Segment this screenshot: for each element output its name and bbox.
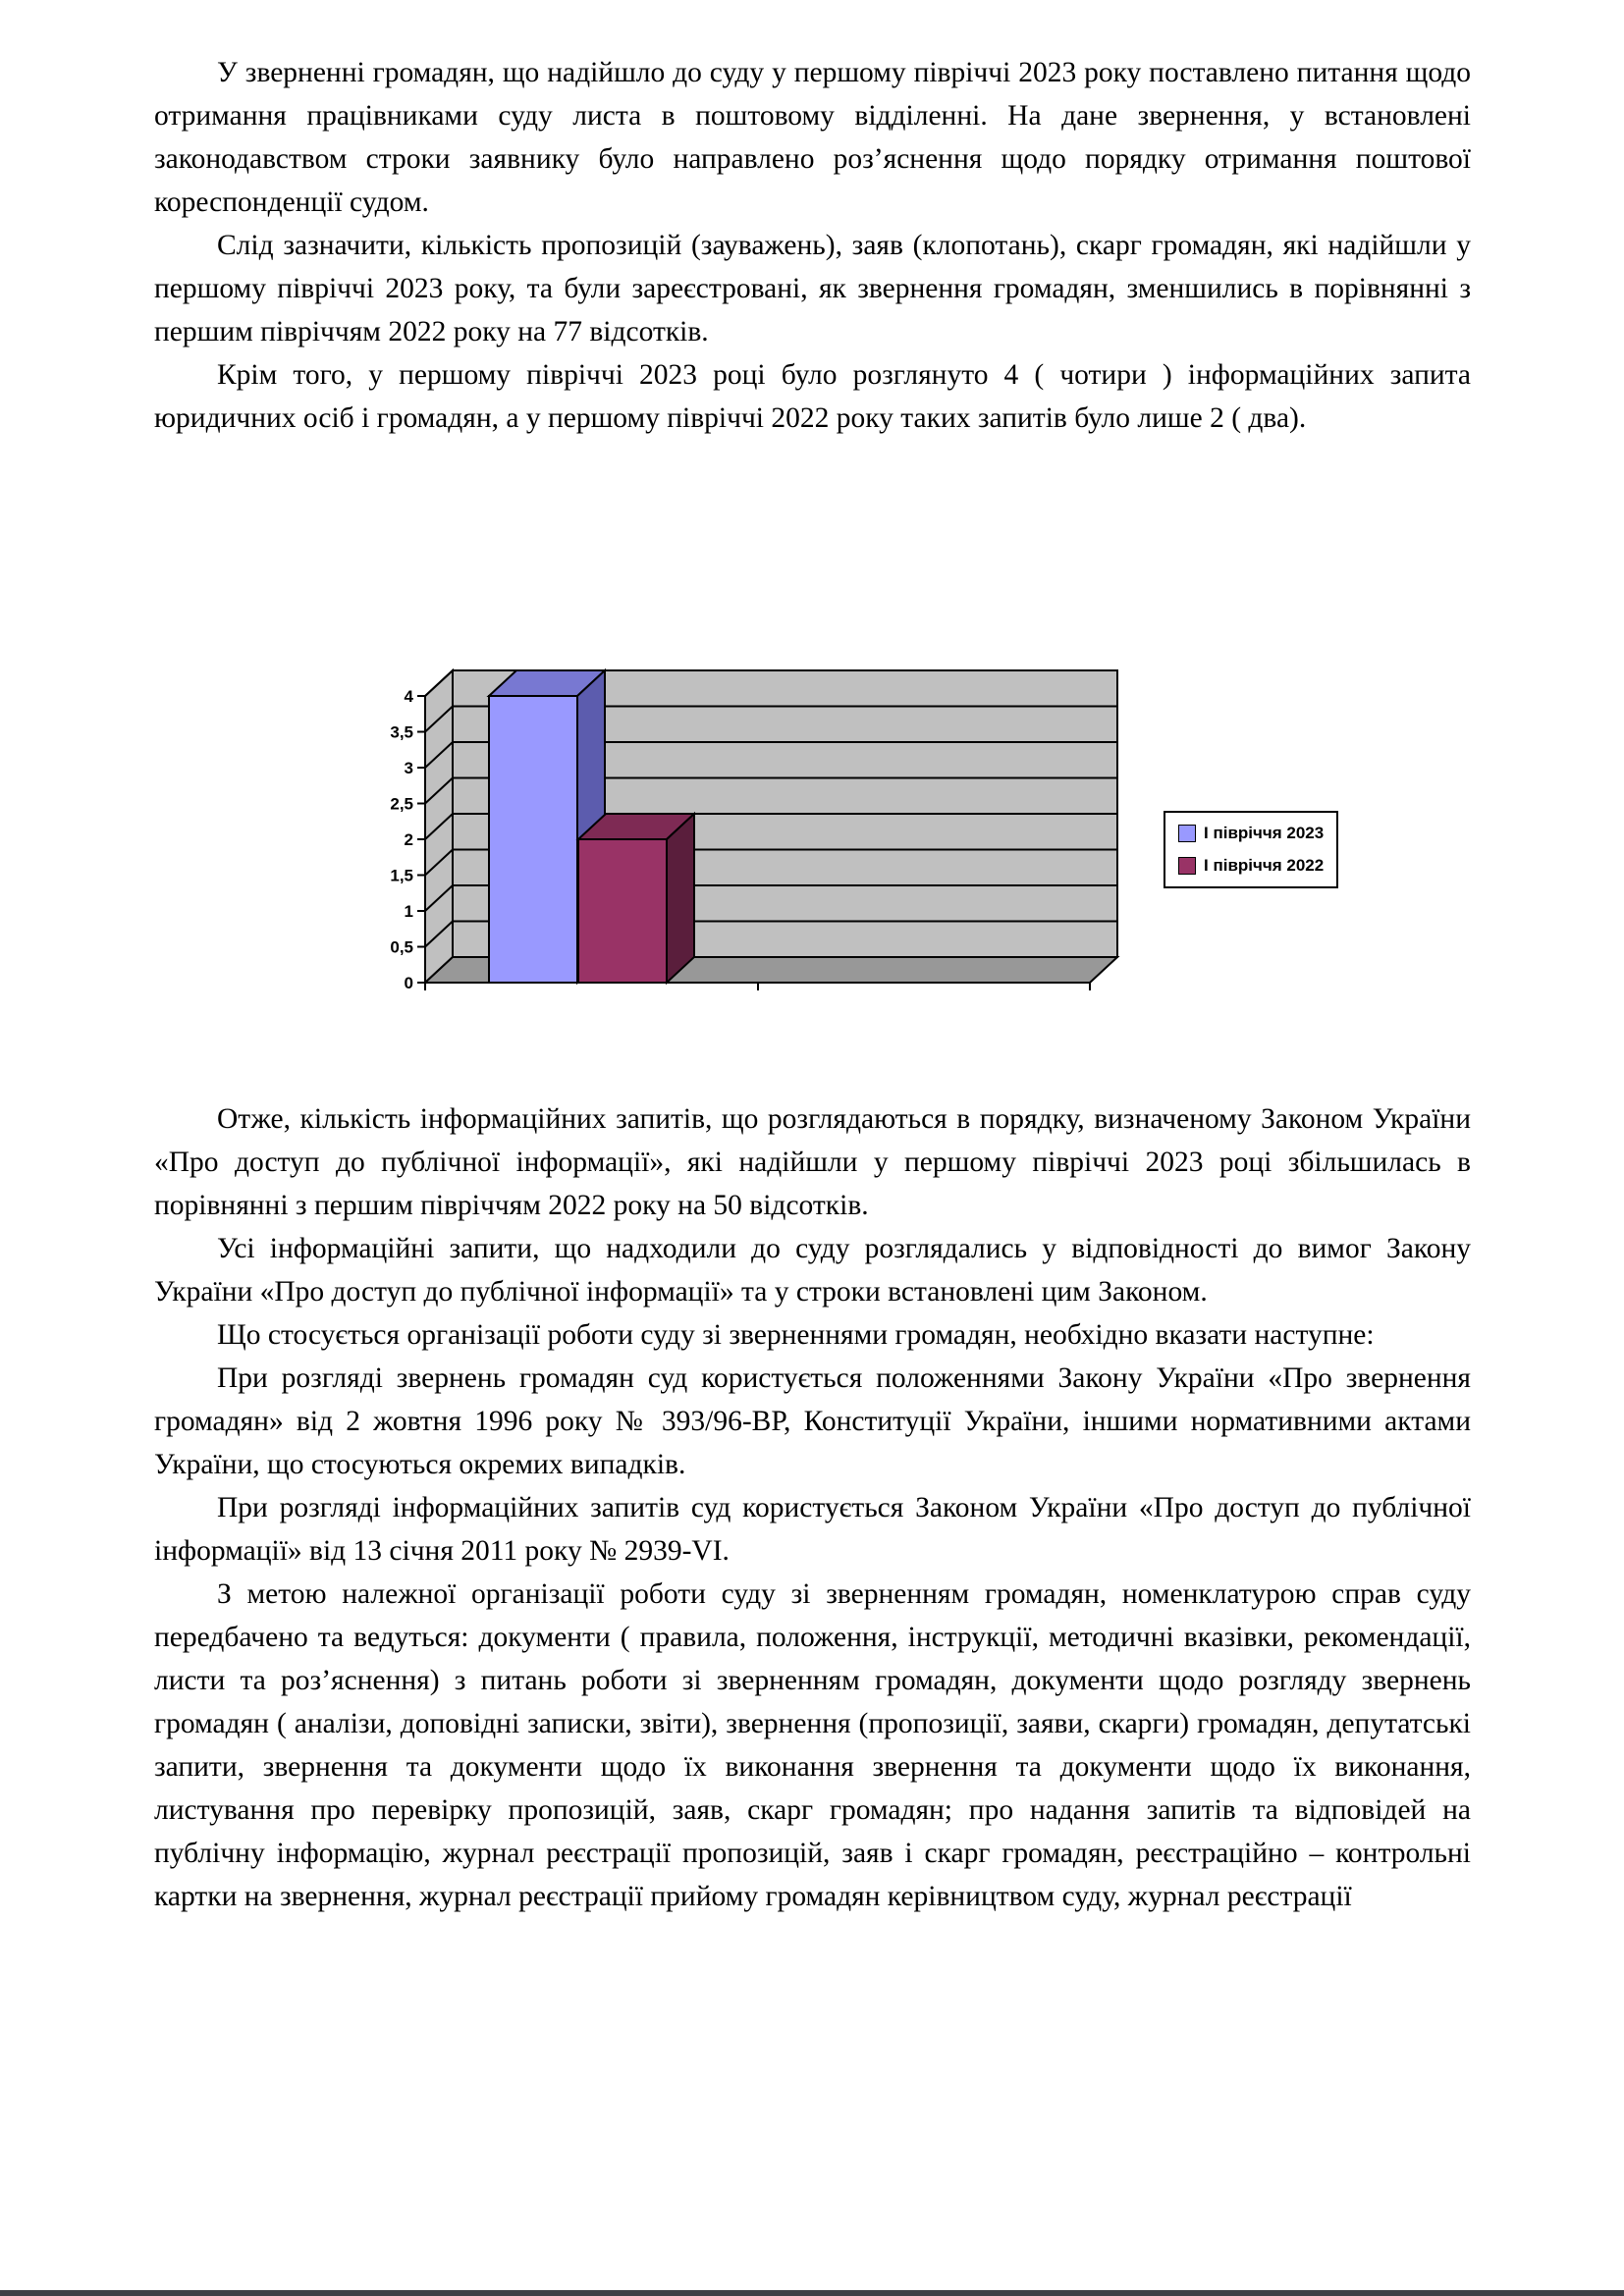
paragraph-6: Що стосується організації роботи суду зі зверненнями громадян, необхідно вказати наступне: xyxy=(217,1319,1375,1351)
y-axis-label: 0 xyxy=(404,974,413,992)
y-axis-label: 2 xyxy=(404,830,413,849)
legend-item-2023 xyxy=(1178,824,1324,843)
paragraph-7: При розгляді звернень громадян суд користується положеннями Закону України «Про звернення громадян» від 2 жовтня 1996 року № 393/96-ВР, Конституції України, іншими нормативними актами України, що стосуються окремих випадків. xyxy=(154,1362,1471,1480)
paragraph-1: У зверненні громадян, що надійшло до суду у першому півріччі 2023 року поставлено питання щодо отримання працівниками суду листа в поштовому відділенні. На дане звернення, у встановлені законодавством строки заявнику було направлено роз’яснення щодо порядку отримання поштової кореспонденції судом. xyxy=(154,57,1471,218)
y-axis-label: 3,5 xyxy=(390,722,413,742)
legend-swatch-2023-icon xyxy=(1178,825,1196,842)
paragraph-8: При розгляді інформаційних запитів суд користується Законом України «Про доступ до публічної інформації» від 13 січня 2011 року № 2939-VI. xyxy=(154,1492,1471,1567)
paragraph-4: Отже, кількість інформаційних запитів, що розглядаються в порядку, визначеному Законом України «Про доступ до публічної інформації», які надійшли у першому півріччі 2023 році збільшилась в порівнянні з першим півріччям 2022 року на 50 відсотків. xyxy=(154,1103,1471,1221)
y-axis-label: 3 xyxy=(404,759,413,777)
paragraph-2: Слід зазначити, кількість пропозицій (зауважень), заяв (клопотань), скарг громадян, які надійшли у першому півріччі 2023 року, та були зареєстровані, як звернення громадян, зменшились в порівнянні з першим півріччям 2022 року на 77 відсотків. xyxy=(154,230,1471,347)
legend-label-2022: І півріччя 2022 xyxy=(1204,856,1325,875)
embedded-bar-chart xyxy=(356,656,1358,1041)
paragraph-3: Крім того, у першому півріччі 2023 році було розглянуто 4 ( чотири ) інформаційних запита юридичних осіб і громадян, а у першому півріччі 2022 року таких запитів було лише 2 ( два). xyxy=(154,359,1471,434)
legend-label-2023: І півріччя 2023 xyxy=(1204,824,1325,842)
chart-bar-0 xyxy=(489,696,577,983)
text-block-bottom xyxy=(154,1097,1471,1918)
y-axis-label: 2,5 xyxy=(390,794,413,814)
y-axis-label: 4 xyxy=(404,687,413,706)
chart-bar-1 xyxy=(578,839,667,983)
legend-swatch-2022-icon xyxy=(1178,857,1196,875)
chart-legend xyxy=(1164,811,1338,888)
paragraph-9: З метою належної організації роботи суду зі зверненням громадян, номенклатурою справ суду передбачено та ведуться: документи ( правила, положення, інструкції, методичні вказівки, рекомендації, листи та роз’яснення) з питань роботи зі зверненням громадян, документи щодо розгляду звернень громадян ( аналізи, доповідні записки, звіти), звернення (пропозиції, заяви, скарги) громадян, депутатські запити, звернення та документи щодо їх виконання звернення та документи щодо їх виконання, листування про перевірку пропозицій, заяв, скарг громадян; про надання запитів та відповідей на публічну інформацію, журнал реєстрації пропозицій, заяв і скарг громадян, реєстраційно – контрольні картки на звернення, журнал реєстрації прийому громадян керівництвом суду, журнал реєстрації xyxy=(154,1578,1471,1912)
y-axis-label: 1 xyxy=(404,902,413,921)
chart-bar-side-1 xyxy=(667,814,694,983)
y-axis-label: 1,5 xyxy=(390,866,413,885)
page-bottom-edge xyxy=(0,2290,1624,2296)
text-block-top xyxy=(154,51,1471,440)
y-axis-label: 0,5 xyxy=(390,937,413,957)
legend-item-2022 xyxy=(1178,856,1324,876)
paragraph-5: Усі інформаційні запити, що надходили до суду розглядались у відповідності до вимог Закону України «Про доступ до публічної інформації» та у строки встановлені цим Законом. xyxy=(154,1233,1471,1308)
